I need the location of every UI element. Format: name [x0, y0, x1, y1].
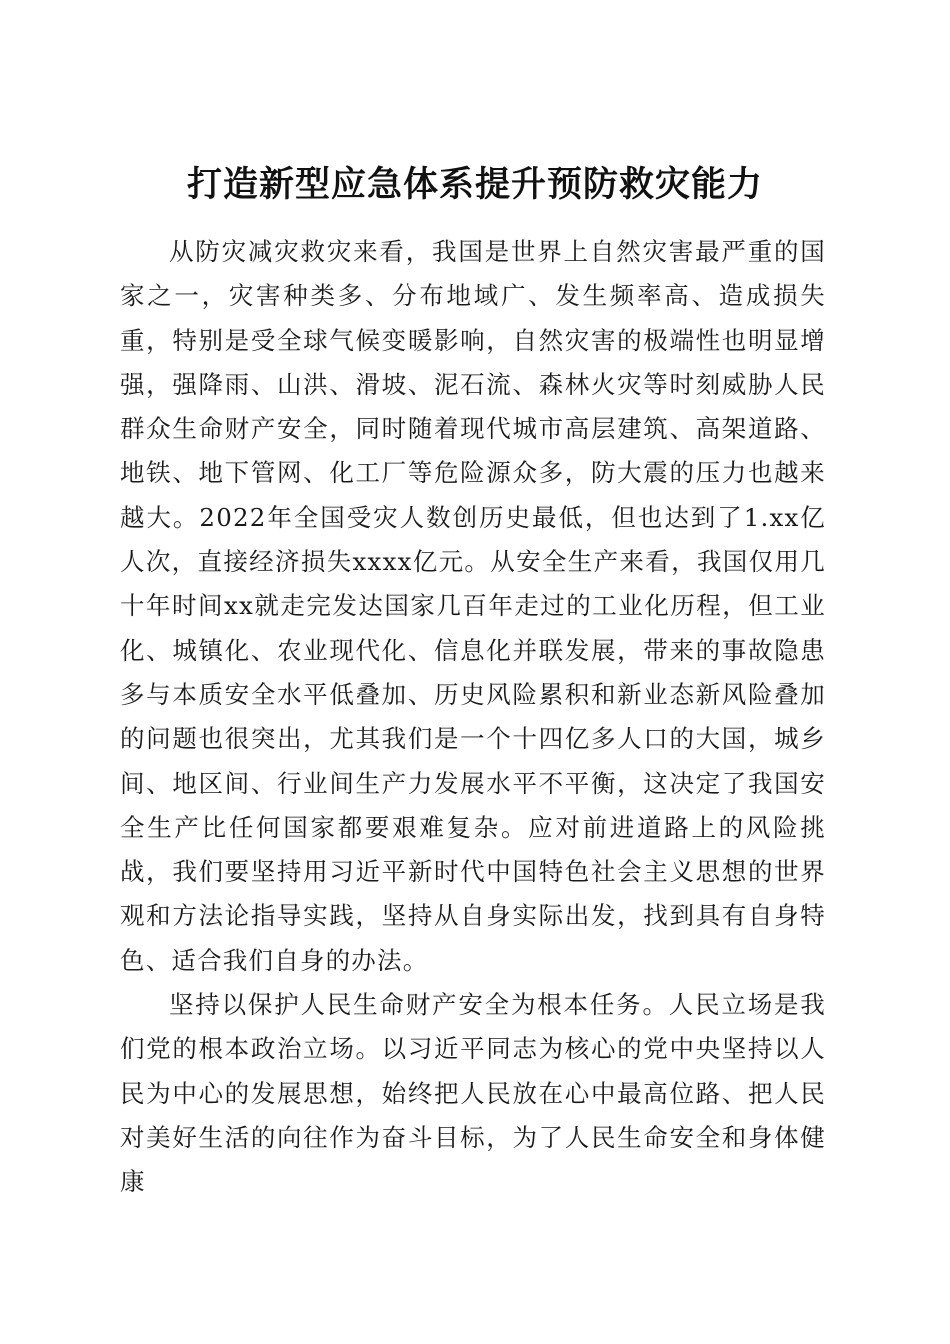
- paragraph-people-safety: 坚持以保护人民生命财产安全为根本任务。人民立场是我们党的根本政治立场。以习近平同志为核心的党中央坚持以人民为中心的发展思想，始终把人民放在心中最高位路、把人民对美好生活的向往作为奋斗目标，为了人民生命安全和身体健康: [120, 990, 826, 1197]
- document-body: [120, 230, 826, 1205]
- document-title: 打造新型应急体系提升预防救灾能力: [186, 164, 763, 206]
- paragraph-disaster-overview: 从防灾减灾救灾来看，我国是世界上自然灾害最严重的国家之一，灾害种类多、分布地域广、发生频率高、造成损失重，特别是受全球气候变暖影响，自然灾害的极端性也明显增强，强降雨、山洪、滑坡、泥石流、森林火灾等时刻威胁人民群众生命财产安全，同时随着现代城市高层建筑、高架道路、地铁、地下管网、化工厂等危险源众多，防大震的压力也越来越大。2022年全国受灾人数创历史最低，但也达到了1.xx亿人次，直接经济损失xxxx亿元。从安全生产来看，我国仅用几十年时间xx就走完发达国家几百年走过的工业化历程，但工业化、城镇化、农业现代化、信息化并联发展，带来的事故隐患多与本质安全水平低叠加、历史风险累积和新业态新风险叠加的问题也很突出，尤其我们是一个十四亿多人口的大国，城乡间、地区间、行业间生产力发展水平不平衡，这决定了我国安全生产比任何国家都要艰难复杂。应对前进道路上的风险挑战，我们要坚持用习近平新时代中国特色社会主义思想的世界观和方法论指导实践，坚持从自身实际出发，找到具有自身特色、适合我们自身的办法。: [120, 237, 826, 975]
